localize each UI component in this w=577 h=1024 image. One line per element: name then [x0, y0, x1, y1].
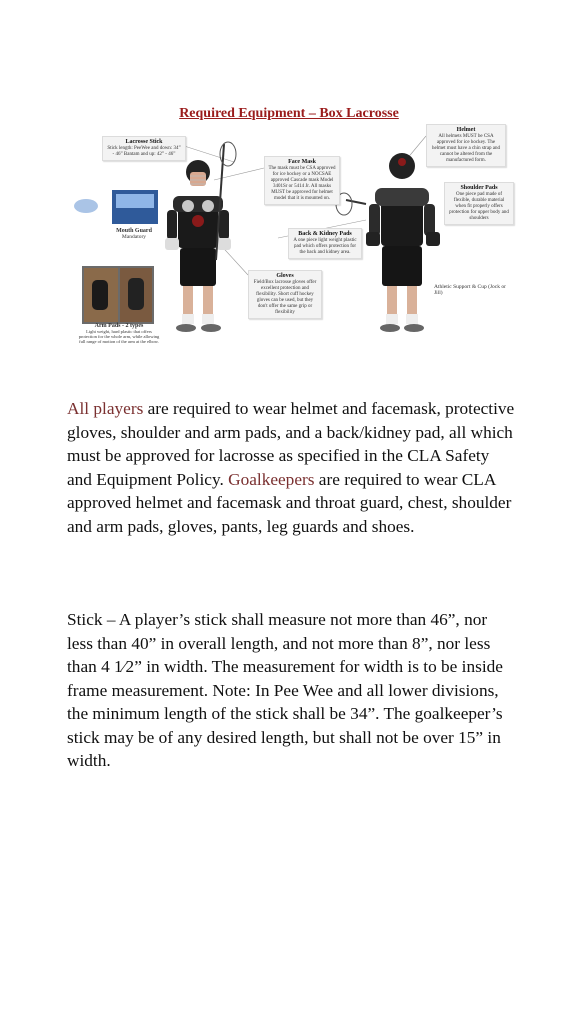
stick-measurement-paragraph: Stick – A player’s stick shall measure not more than 46”, nor less than 40” in overall length, and not more than 8”, nor less than 4 1⁄2” in width. The measurement for width is to be inside frame measurement. Note: In Pee Wee and all lower divisions, the minimum length of the stick shall be 34”. The goalkeeper’s stick may be of any desired length, but shall not be over 15” in width. — [67, 610, 503, 770]
athletic-support-label: Athletic Support & Cup (Jock or Jill) — [434, 284, 506, 296]
players-requirements-paragraph: All players are required to wear helmet and facemask, protective gloves, shoulder and arm pads, and a back/kidney pad, all which must be approved for lacrosse as specified in the CLA Safety and Equipment Policy. Goalkeepers are required to wear CLA approved helmet and facemask and throat guard, chest, shoulder and arm pads, gloves, pants, leg guards and shoes. — [67, 399, 515, 536]
goalkeepers-highlight: Goalkeepers — [228, 469, 315, 489]
arm-pads-label: Arm Pads - 2 types Light weight, hard plastic that offers protection for the whole arm, while allowing full range of motion of the arm at the elbow. — [78, 323, 160, 344]
stick-callout: Lacrosse Stick Stick length: PeeWee and down: 34” - 46” Bantam and up: 42” - 46” — [102, 136, 186, 161]
back-kidney-callout: Back & Kidney Pads A one piece light weight plastic pad which offers protection for the back and kidney area. — [288, 228, 362, 259]
helmet-callout: Helmet All helmets MUST be CSA approved for ice hockey. The helmet must have a chin strap and cannot be altered from the manufactured form. — [426, 124, 506, 167]
mouth-guard-label: Mouth Guard Mandatory — [116, 228, 152, 240]
mouth-guard-image — [74, 190, 158, 224]
gloves-callout: Gloves Field/Box lacrosse gloves offer excellent protection and flexibility. Short cuff hockey gloves can be used, but they don't offer the same grip or flexibility — [248, 270, 322, 319]
figure-title: Required Equipment – Box Lacrosse — [179, 106, 399, 121]
face-mask-callout: Face Mask The mask must be CSA approved for ice hockey or a NOCSAE approved Cascade mask Model 3401Sr or 5414 Jr. All masks MUST be approved for helmet model that it is mounted on. — [264, 156, 340, 205]
shoulder-pads-callout: Shoulder Pads One piece pad made of flexible, durable material when fit properly offers protection for upper body and shoulders — [444, 182, 514, 225]
all-players-highlight: All players — [67, 399, 144, 418]
equipment-figure — [66, 100, 512, 362]
arm-pads-image — [82, 266, 154, 324]
front-player — [165, 142, 236, 332]
